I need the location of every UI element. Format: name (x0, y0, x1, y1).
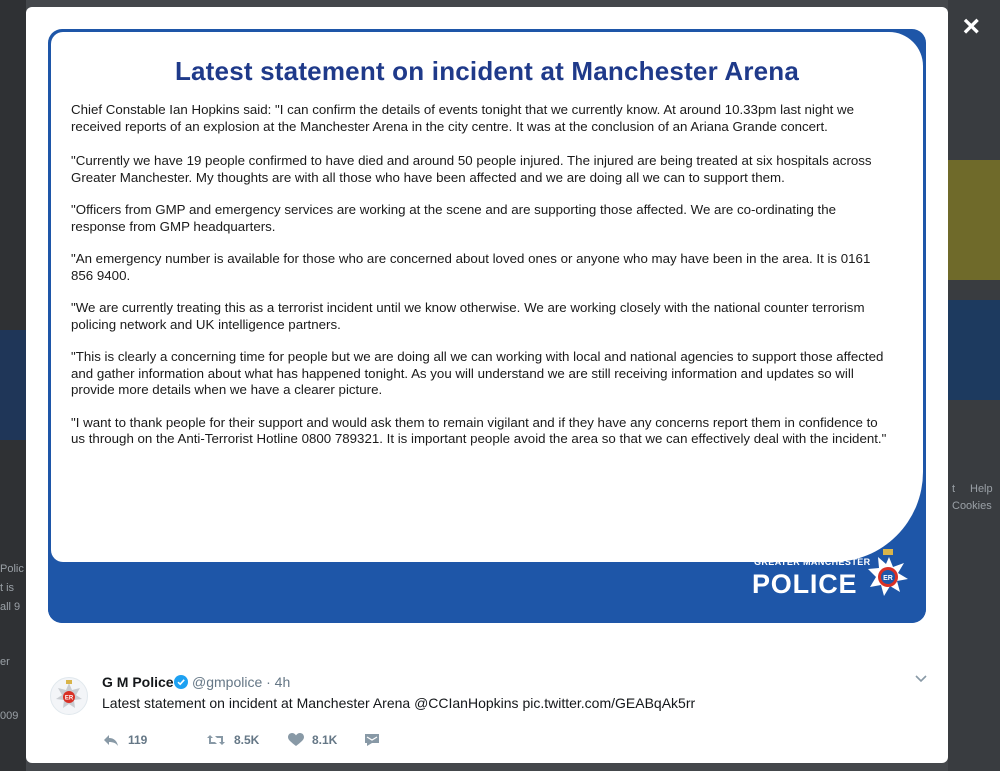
direct-message-button[interactable] (364, 733, 380, 747)
background-text-fragment: Polic (0, 563, 24, 575)
background-link-help[interactable]: Help (970, 483, 993, 495)
background-text-fragment: t (952, 483, 956, 495)
tweet (26, 647, 948, 763)
police-badge-icon (51, 678, 87, 714)
verified-icon (174, 675, 188, 689)
tweet-handle-time[interactable]: @gmpolice · 4h (192, 674, 291, 690)
retweet-icon (206, 733, 226, 747)
background-right-badge (948, 300, 1000, 400)
background-link-cookies[interactable]: Cookies (952, 500, 992, 512)
gmp-logo (744, 549, 914, 613)
media-modal (26, 7, 948, 763)
statement-paragraph: "Currently we have 19 people confirmed to have died and around 50 people injured. The injured are being treated at six hospitals across Greater Manchester. My thoughts are with all those who have been affected and we are doing all we can to support them. (71, 153, 872, 185)
statement-paragraphs (71, 102, 891, 464)
police-star-icon (866, 549, 912, 605)
reply-count: 119 (128, 733, 148, 747)
background-text-fragment: all 9 (0, 601, 21, 613)
like-count: 8.1K (312, 733, 338, 747)
background-text-fragment: er (0, 656, 10, 668)
statement-paragraph: "I want to thank people for their support and would ask them to remain vigilant and if they have any concerns report them in confidence to us through on the Anti-Terrorist Hotline 0800 789321. It is important people avoid the area so that we can effectively deal with the incident." (71, 414, 887, 446)
background-text-fragment: 009 (0, 710, 19, 722)
background-left-badge (0, 330, 26, 440)
envelope-icon (364, 733, 380, 747)
statement-paragraph: "We are currently treating this as a terrorist incident until we know otherwise. We are working closely with the national counter terrorism policing network and UK intelligence partners. (71, 300, 865, 332)
reply-icon (102, 733, 120, 747)
like-button[interactable] (288, 733, 337, 747)
statement-body (51, 32, 923, 562)
tweet-author-name[interactable]: G M Police (102, 674, 174, 690)
reply-button[interactable] (102, 733, 147, 747)
background-text-fragment: t is (0, 582, 15, 594)
statement-paragraph: "This is clearly a concerning time for people but we are doing all we can working with local and national agencies to support those affected and gather information about what has happened tonight. As you will understand we are still receiving information and updates so will provide more details when we have a clearer picture. (71, 349, 884, 397)
statement-paragraph: Chief Constable Ian Hopkins said: "I can confirm the details of events tonight that we currently know. At around 10.33pm last night we received reports of an explosion at the Manchester Arena in the city centre. It was at the conclusion of an Ariana Grande concert. (71, 102, 855, 134)
crest-text: ER (883, 575, 893, 582)
statement-paragraph: "An emergency number is available for those who are concerned about loved ones or anyone who may have been in the area. It is 0161 856 9400. (71, 251, 871, 283)
avatar-text: ER (64, 695, 74, 702)
retweet-count: 8.5K (234, 733, 260, 747)
retweet-button[interactable] (206, 733, 259, 747)
statement-image[interactable] (48, 29, 926, 623)
logo-title: POLICE (752, 569, 858, 599)
heart-icon (288, 733, 304, 747)
close-button[interactable]: × (962, 10, 980, 43)
chevron-down-icon[interactable] (914, 671, 928, 685)
statement-paragraph: "Officers from GMP and emergency services are working at the scene and are supporting those affected. We are co-ordinating the response from GMP headquarters. (71, 202, 837, 234)
background-right-image (948, 160, 1000, 280)
logo-subtitle: GREATER MANCHESTER (754, 557, 871, 567)
statement-title: Latest statement on incident at Manchester Arena (174, 56, 800, 86)
tweet-text: Latest statement on incident at Manchester Arena @CCIanHopkins pic.twitter.com/GEABqAk5rr (102, 695, 696, 711)
avatar[interactable] (50, 677, 88, 715)
